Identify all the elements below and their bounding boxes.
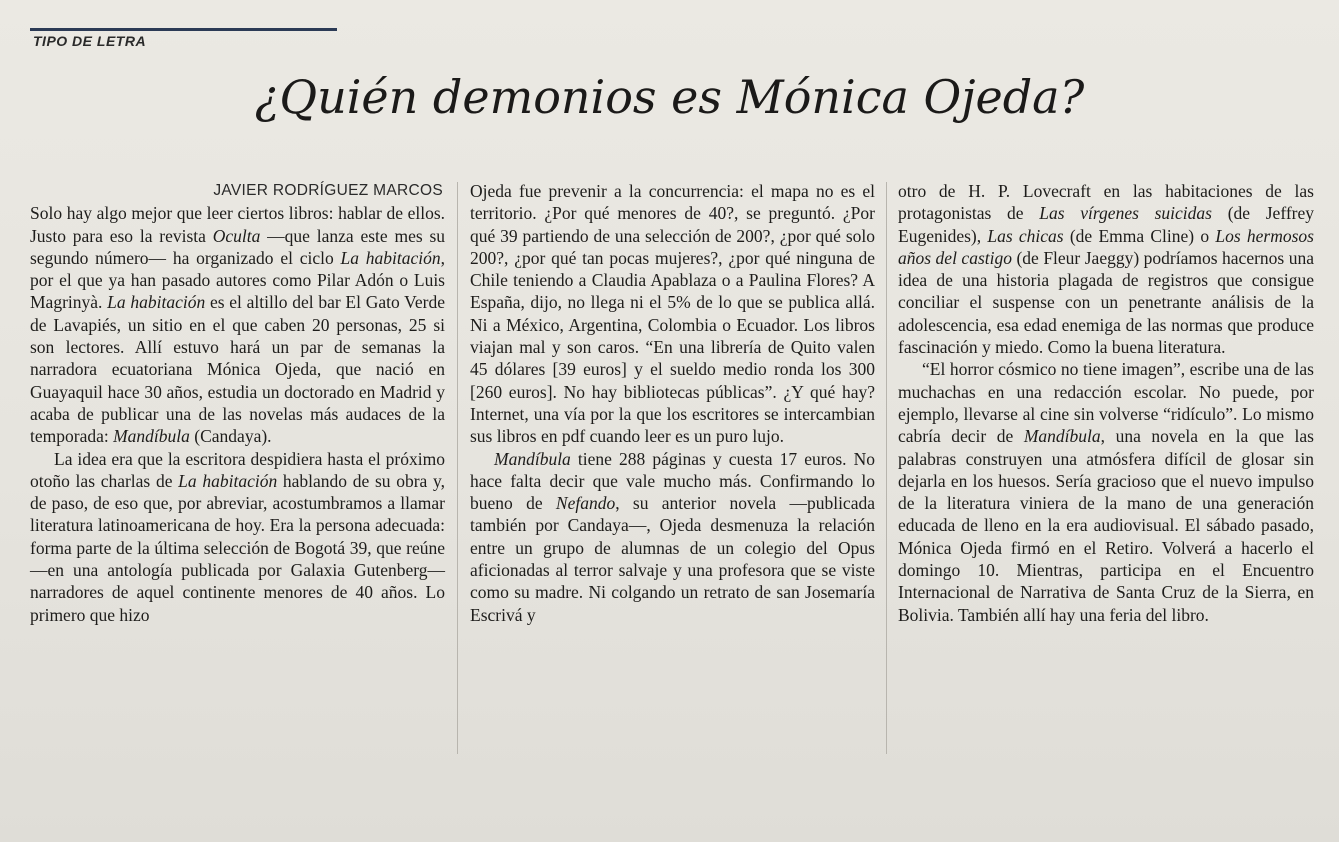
paragraph: Solo hay algo mejor que leer ciertos libros: hablar de ellos. Justo para eso la revista Oculta —que lanza este mes su segundo número— ha organizado el ciclo La habitación, por el que ya han pasado autores como Pilar Adón o Luis Magrinyà. La habitación es el altillo del bar El Gato Verde de Lavapiés, un sitio en el que caben 20 personas, 25 si son lectores. Allí estuvo hará un par de semanas la narradora ecuatoriana Mónica Ojeda, que nació en Guayaquil hace 30 años, estudia un doctorado en Madrid y acaba de publicar una de las novelas más audaces de la temporada: Mandíbula (Candaya). — [30, 203, 446, 447]
paragraph: otro de H. P. Lovecraft en las habitaciones de las protagonistas de Las vírgenes suicidas (de Jeffrey Eugenides), Las chicas (de Emma Cline) o Los hermosos años del castigo (de Fleur Jaeggy) podríamos hacernos una idea de una historia plagada de registros que consigue conciliar el suspense con un penetrante análisis de la adolescencia, esa edad enemiga de las normas que produce fascinación y miedo. Como la buena literatura. — [898, 181, 1315, 358]
byline: JAVIER RODRÍGUEZ MARCOS — [213, 182, 443, 199]
paragraph: La idea era que la escritora despidiera hasta el próximo otoño las charlas de La habitación hablando de su obra y, de paso, de eso que, por abreviar, acostumbramos a llamar literatura latinoamericana de hoy. Era la persona adecuada: forma parte de la última selección de Bogotá 39, que reúne —en una antología publicada por Galaxia Gutenberg— narradores de aquel continente menores de 40 años. Lo primero que hizo — [30, 448, 446, 625]
article-column-3 — [898, 180, 1314, 626]
article-column-1 — [30, 180, 445, 626]
article-column-2 — [470, 180, 875, 626]
paragraph: “El horror cósmico no tiene imagen”, escribe una de las muchachas en una redacción escolar. No puede, por ejemplo, llevarse al cine sin volverse “ridículo”. Lo mismo cabría decir de Mandíbula, una novela en la que las palabras construyen una atmósfera difícil de glosar sin dejarla en los huesos. Sería gracioso que el nuevo impulso de la literatura viniera de la mano de una generación educada de lleno en la era audiovisual. El sábado pasado, Mónica Ojeda firmó en el Retiro. Volverá a hacerlo el domingo 10. Mientras, participa en el Encuentro Internacional de Narrativa de Santa Cruz de la Sierra, en Bolivia. También allí hay una feria del libro. — [898, 359, 1314, 625]
column-divider — [457, 182, 458, 754]
section-rule — [30, 28, 337, 31]
column-divider — [886, 182, 887, 754]
paragraph: Ojeda fue prevenir a la concurrencia: el mapa no es el territorio. ¿Por qué menores de 40?, se preguntó. ¿Por qué 39 partiendo de una selección de 200?, ¿por qué solo 200?, ¿por qué tan pocas mujeres?, ¿por qué ninguna de Chile teniendo a Claudia Apablaza o a Paulina Flores? A España, dijo, no llega ni el 5% de lo que se publica allá. Ni a México, Argentina, Colombia o Ecuador. Los libros viajan mal y son caros. “En una librería de Quito valen 45 dólares [39 euros] y el sueldo medio ronda los 300 [260 euros]. No hay bibliotecas públicas”. ¿Y qué hay? Internet, una vía por la que los escritores se intercambian sus libros en pdf cuando leer es un puro lujo. — [470, 181, 875, 447]
headline: ¿Quién demonios es Mónica Ojeda? — [254, 70, 1085, 124]
section-label: TIPO DE LETRA — [33, 33, 147, 49]
paragraph: Mandíbula tiene 288 páginas y cuesta 17 euros. No hace falta decir que vale mucho más. Confirmando lo bueno de Nefando, su anterior novela —publicada también por Candaya—, Ojeda desmenuza la relación entre un grupo de alumnas de un colegio del Opus aficionadas al terror salvaje y una profesora que se viste como su madre. Ni colgando un retrato de san Josemaría Escrivá y — [470, 448, 875, 625]
